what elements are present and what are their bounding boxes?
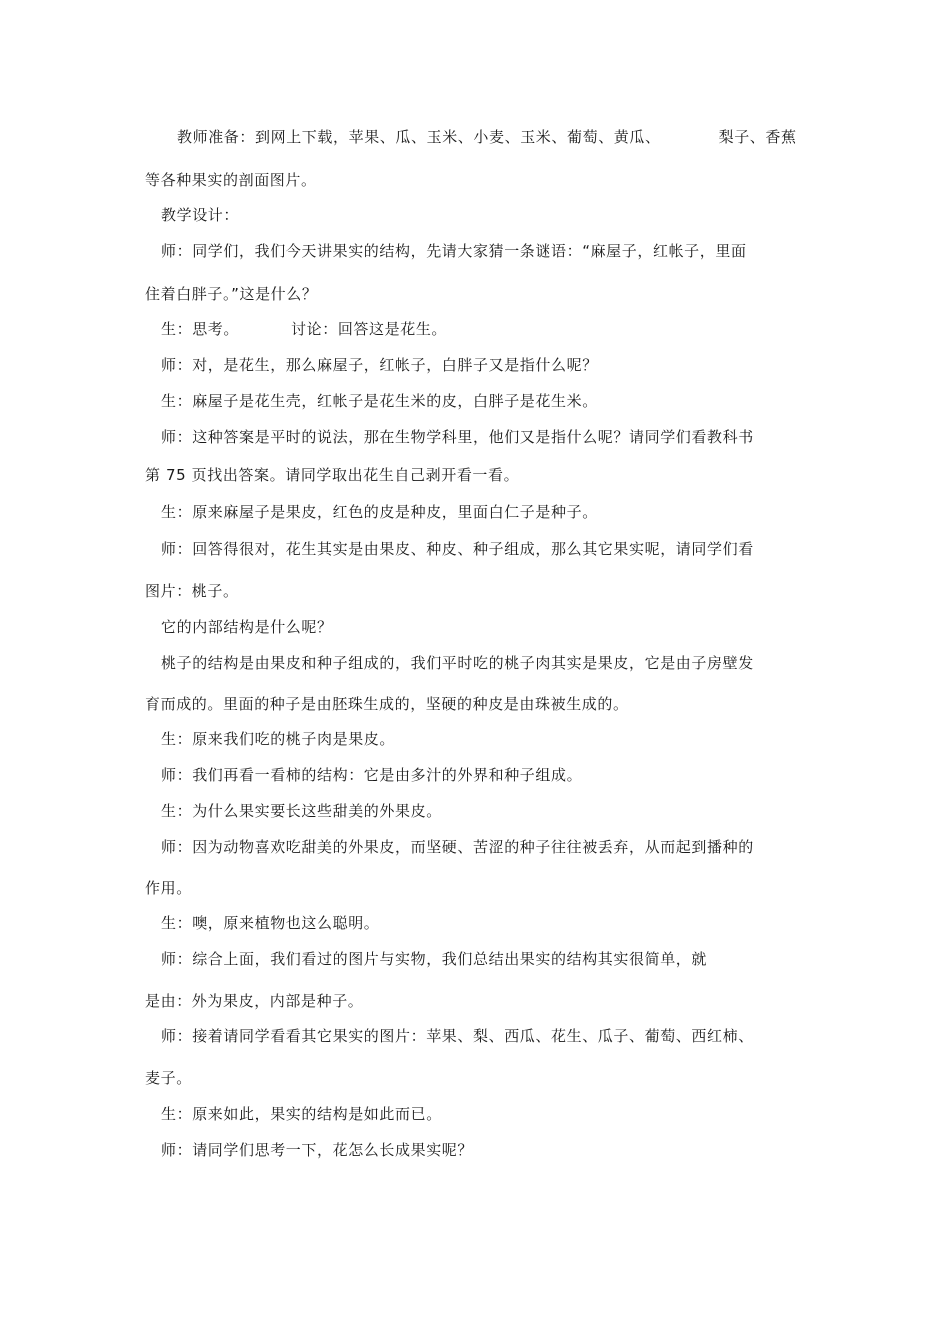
paragraph-line: 等各种果实的剖面图片。 (145, 171, 317, 189)
dialogue-text-end: 讨论：回答这是花生。 (291, 320, 448, 338)
paragraph-line: 麦子。 (145, 1069, 192, 1087)
dialogue-line: 师：请同学们思考一下，花怎么长成果实呢？ (161, 1141, 474, 1159)
paragraph-line: 图片：桃子。 (145, 582, 239, 600)
dialogue-line: 生：原来如此，果实的结构是如此而已。 (161, 1105, 442, 1123)
dialogue-line: 师：综合上面，我们看过的图片与实物，我们总结出果实的结构其实很简单，就 (161, 950, 708, 968)
dialogue-line (161, 318, 447, 340)
teacher-preparation-line (177, 126, 797, 148)
teacher-preparation-text-end: 梨子、香蕉 (718, 128, 797, 146)
paragraph-line: 它的内部结构是什么呢？ (161, 618, 333, 636)
teacher-preparation-text: 教师准备：到网上下载，苹果、瓜、玉米、小麦、玉米、葡萄、黄瓜、 (177, 128, 661, 146)
dialogue-line: 生：原来我们吃的桃子肉是果皮。 (161, 730, 396, 748)
section-heading-teaching-design: 教学设计： (161, 206, 240, 224)
dialogue-line: 生：麻屋子是花生壳，红帐子是花生米的皮，白胖子是花生米。 (161, 392, 598, 410)
dialogue-line: 师：这种答案是平时的说法，那在生物学科里，他们又是指什么呢？请同学们看教科书 (161, 428, 754, 446)
paragraph-line: 是由：外为果皮，内部是种子。 (145, 992, 364, 1010)
dialogue-text: 生：思考。 (161, 320, 240, 338)
dialogue-line: 师：我们再看一看柿的结构：它是由多汁的外界和种子组成。 (161, 766, 583, 784)
dialogue-line: 师：对，是花生，那么麻屋子，红帐子，白胖子又是指什么呢？ (161, 356, 598, 374)
dialogue-line: 生：噢，原来植物也这么聪明。 (161, 914, 380, 932)
paragraph-line: 住着白胖子。”这是什么？ (145, 285, 318, 303)
dialogue-line: 师：因为动物喜欢吃甜美的外果皮，而坚硬、苦涩的种子往往被丢弃，从而起到播种的 (161, 838, 754, 856)
paragraph-line: 师：同学们，我们今天讲果实的结构，先请大家猜一条谜语：“麻屋子，红帐子，里面 (161, 242, 747, 260)
dialogue-line: 师：回答得很对，花生其实是由果皮、种皮、种子组成，那么其它果实呢，请同学们看 (161, 540, 754, 558)
dialogue-line: 生：原来麻屋子是果皮，红色的皮是种皮，里面白仁子是种子。 (161, 503, 598, 521)
dialogue-line: 师：接着请同学看看其它果实的图片：苹果、梨、西瓜、花生、瓜子、葡萄、西红柿、 (161, 1027, 754, 1045)
paragraph-line: 作用。 (145, 879, 192, 897)
paragraph-line: 育而成的。里面的种子是由胚珠生成的，坚硬的种皮是由珠被生成的。 (145, 695, 629, 713)
dialogue-line: 生：为什么果实要长这些甜美的外果皮。 (161, 802, 442, 820)
paragraph-line: 第 75 页找出答案。请同学取出花生自己剥开看一看。 (145, 466, 520, 484)
paragraph-line: 桃子的结构是由果皮和种子组成的，我们平时吃的桃子肉其实是果皮，它是由子房壁发 (161, 654, 754, 672)
